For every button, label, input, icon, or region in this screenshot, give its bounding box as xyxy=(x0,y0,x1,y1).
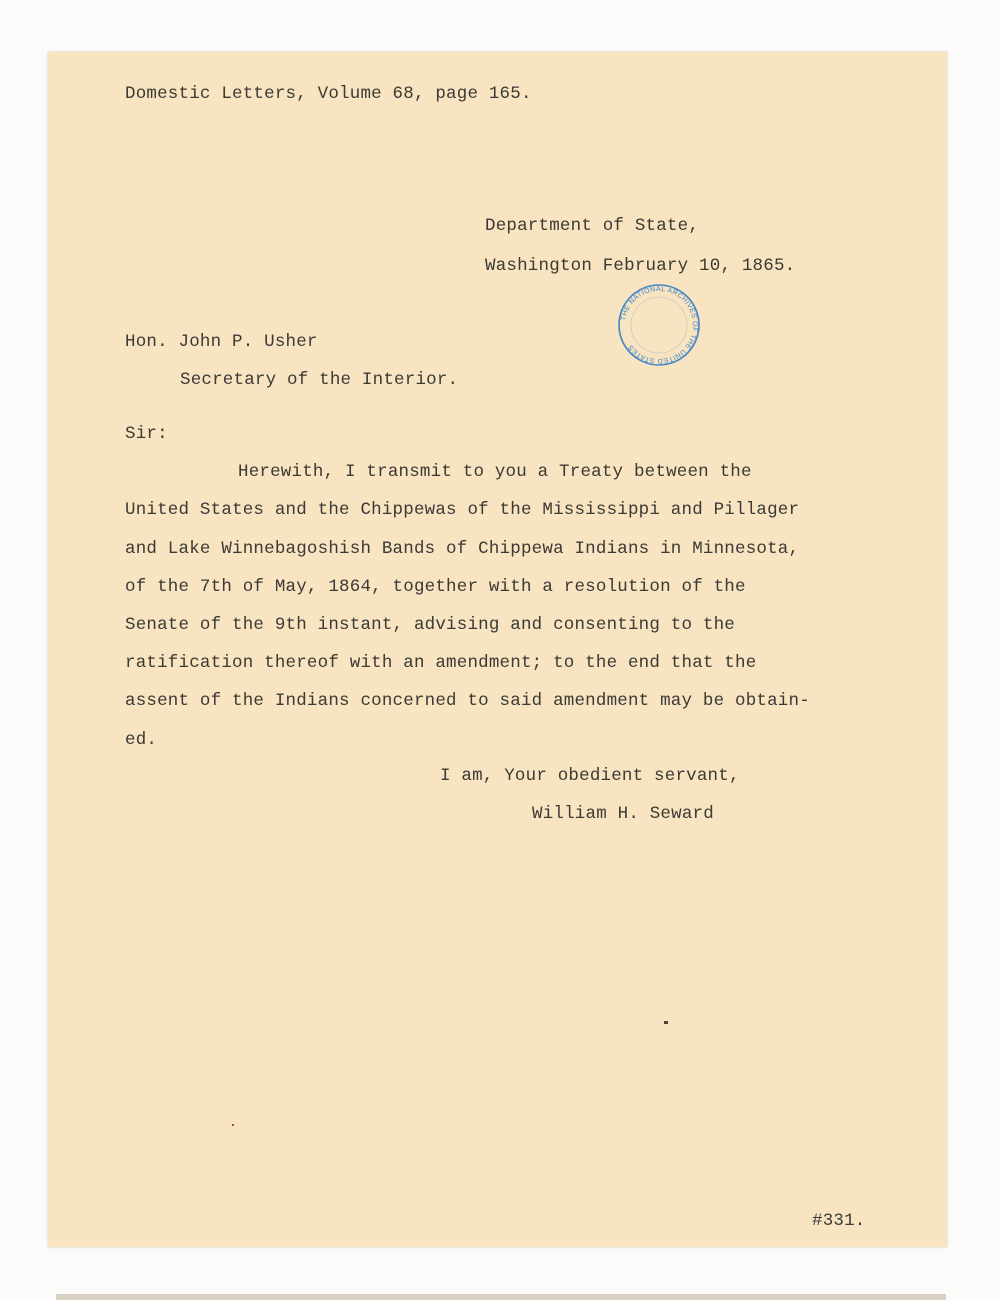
stamp-circle-icon xyxy=(614,280,704,370)
dateline-department: Department of State, xyxy=(485,216,700,236)
body-line: of the 7th of May, 1864, together with a resolution of the xyxy=(125,577,746,597)
body-line: United States and the Chippewas of the Mississippi and Pillager xyxy=(125,500,800,520)
recipient-name: Hon. John P. Usher xyxy=(125,332,318,352)
ink-speck xyxy=(232,1124,234,1126)
body-line: assent of the Indians concerned to said amendment may be obtain- xyxy=(125,691,810,711)
dateline-place-date: Washington February 10, 1865. xyxy=(485,256,796,276)
salutation: Sir: xyxy=(125,424,168,444)
closing-line: I am, Your obedient servant, xyxy=(440,766,740,786)
ink-speck xyxy=(664,1021,668,1024)
national-archives-stamp xyxy=(614,280,704,370)
archive-reference: Domestic Letters, Volume 68, page 165. xyxy=(125,84,532,104)
stamp-text: THE NATIONAL ARCHIVES OF THE UNITED STATES xyxy=(620,285,699,365)
body-line: ed. xyxy=(125,730,158,750)
next-sheet-edge xyxy=(56,1294,946,1300)
recipient-title: Secretary of the Interior. xyxy=(180,370,459,390)
svg-text:THE NATIONAL ARCHIVES OF THE U xyxy=(620,286,698,364)
page-number: #331. xyxy=(812,1211,866,1231)
body-line: and Lake Winnebagoshish Bands of Chippewa Indians in Minnesota, xyxy=(125,539,800,559)
body-line: ratification thereof with an amendment; to the end that the xyxy=(125,653,757,673)
body-line: Senate of the 9th instant, advising and consenting to the xyxy=(125,615,735,635)
body-line: Herewith, I transmit to you a Treaty between the xyxy=(238,462,752,482)
signature: William H. Seward xyxy=(532,804,714,824)
